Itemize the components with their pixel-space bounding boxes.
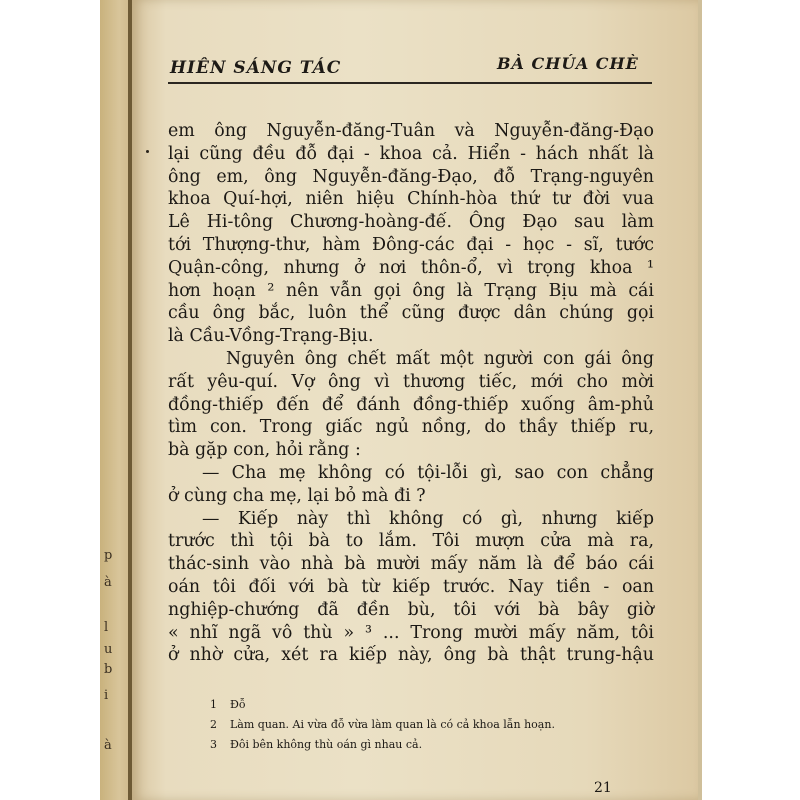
text-line: khoa Quí-hợi, niên hiệu Chính-hòa thứ tư đời vua xyxy=(168,189,654,210)
gutter-mark: b xyxy=(104,662,113,677)
footnote-2 xyxy=(210,718,650,731)
text-line: hơn hoạn ² nên vẫn gọi ông là Trạng Bịu mà cái xyxy=(168,280,654,301)
gutter-mark: i xyxy=(104,688,109,703)
gutter-mark: p xyxy=(104,548,113,563)
ink-speck xyxy=(146,150,149,153)
footnote-number: 2 xyxy=(210,718,217,731)
text-line: tới Thượng-thư, hàm Đông-các đại - học - sĩ, tước xyxy=(168,234,654,255)
running-header-right: BÀ CHÚA CHÈ xyxy=(497,54,639,73)
footnote-number: 3 xyxy=(210,738,217,751)
text-line: « nhĩ ngã vô thù » ³ ... Trong mười mấy năm, tôi xyxy=(168,622,654,643)
text-line: lại cũng đều đỗ đại - khoa cả. Hiển - hách nhất là xyxy=(168,143,654,164)
text-line: ông em, ông Nguyễn-đăng-Đạo, đỗ Trạng-nguyên xyxy=(168,166,654,187)
text-line: là Cầu-Vồng-Trạng-Bịu. xyxy=(168,326,374,347)
gutter-mark: à xyxy=(104,738,112,753)
text-line: rất yêu-quí. Vợ ông vì thương tiếc, mới cho mời xyxy=(168,371,654,392)
header-rule xyxy=(168,82,652,84)
text-line: đồng-thiếp đến để đánh đồng-thiếp xuống âm-phủ xyxy=(168,394,654,415)
footnote-text: Làm quan. Ai vừa đỗ vừa làm quan là có cả khoa lẫn hoạn. xyxy=(230,718,555,731)
text-line: Nguyên ông chết mất một người con gái ông xyxy=(226,348,654,369)
gutter-mark: à xyxy=(104,575,112,590)
text-line: bà gặp con, hỏi rằng : xyxy=(168,440,361,461)
text-line: oán tôi đối với bà từ kiếp trước. Nay tiền - oan xyxy=(168,576,654,597)
text-line: Quận-công, nhưng ở nơi thôn-ổ, vì trọng khoa ¹ xyxy=(168,257,654,278)
gutter-mark: l xyxy=(104,620,109,635)
footnote-text: Đỗ xyxy=(230,698,246,711)
footnote-1 xyxy=(210,698,650,711)
text-line: em ông Nguyễn-đăng-Tuân và Nguyễn-đăng-Đạo xyxy=(168,121,654,141)
footnote-3 xyxy=(210,738,650,751)
text-line: ở nhờ cửa, xét ra kiếp này, ông bà thật trung-hậu xyxy=(168,645,654,666)
page-number: 21 xyxy=(594,780,612,796)
page-right-edge xyxy=(698,0,702,800)
text-line: tìm con. Trong giấc ngủ nồng, do thầy thiếp ru, xyxy=(168,417,654,438)
running-header-left: HIÊN SÁNG TÁC xyxy=(170,58,342,78)
gutter-mark: u xyxy=(104,642,113,657)
text-line: cầu ông bắc, luôn thể cũng được dân chúng gọi xyxy=(168,303,654,324)
text-line: ở cùng cha mẹ, lại bỏ mà đi ? xyxy=(168,485,426,506)
footnote-number: 1 xyxy=(210,698,217,711)
text-line: Lê Hi-tông Chương-hoàng-đế. Ông Đạo sau làm xyxy=(168,212,654,233)
text-line: trước thì tội bà to lắm. Tôi mượn cửa mà ra, xyxy=(168,531,654,552)
text-line: thác-sinh vào nhà bà mười mấy năm là để báo cái xyxy=(168,554,654,575)
body-text xyxy=(168,120,654,667)
text-line: — Kiếp này thì không có gì, nhưng kiếp xyxy=(202,508,654,529)
footnote-text: Đôi bên không thù oán gì nhau cả. xyxy=(230,738,423,751)
text-line: — Cha mẹ không có tội-lỗi gì, sao con chẳng xyxy=(202,462,654,483)
text-line: nghiệp-chướng đã đền bù, tôi với bà bây giờ xyxy=(168,599,654,620)
